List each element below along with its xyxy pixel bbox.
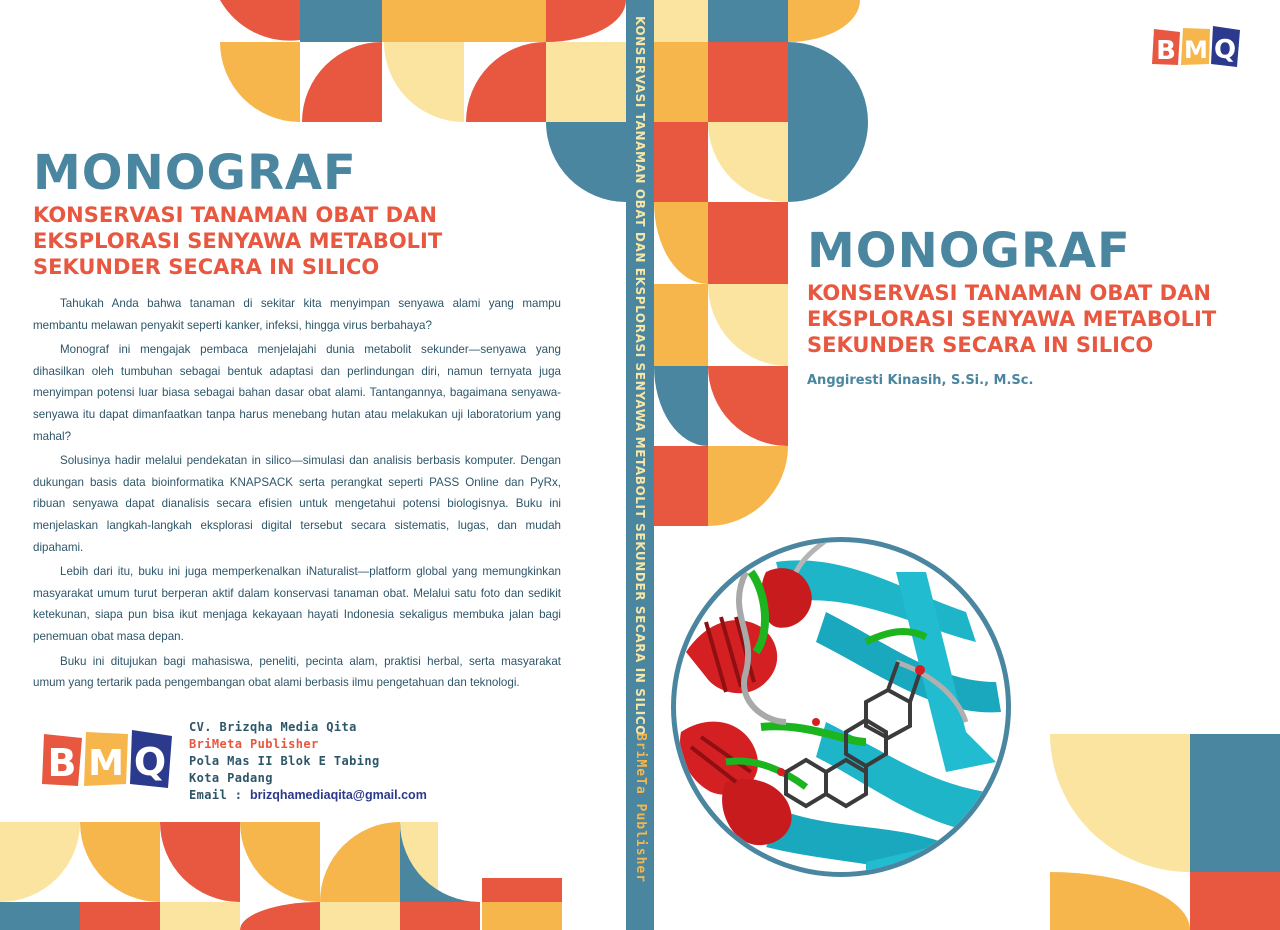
- subtitle-line: EKSPLORASI SENYAWA METABOLIT: [807, 307, 1217, 331]
- logo-letter-m: M: [1184, 36, 1208, 64]
- blurb-paragraph: Lebih dari itu, buku ini juga memperkenalkan iNaturalist—platform global yang memungkinkan masyarakat umum turut berperan aktif dalam konservasi tanaman obat. Melalui satu foto dan sedikit ketekunan, siapa pun bisa ikut menjaga kekayaan hayati Indonesia sekaligus membuka jalan bagi penemuan obat masa depan.: [33, 565, 561, 643]
- spine-title: KONSERVASI TANAMAN OBAT DAN EKSPLORASI SENYAWA METABOLIT SEKUNDER SECARA IN SILICO: [633, 16, 647, 737]
- email-label: Email :: [189, 788, 243, 802]
- publisher-email: brizqhamediaqita@gmail.com: [250, 788, 427, 802]
- publisher-address-line1: Pola Mas II Blok E Tabing: [189, 754, 380, 768]
- blurb-paragraph: Solusinya hadir melalui pendekatan in silico—simulasi dan analisis berbasis komputer. Dengan dukungan basis data bioinformatika KNAPSACK serta perangkat seperti PASS Online dan PyRx, ribuan senyawa dapat dianalisis secara efisien untuk mengetahui potensi biologisnya. Buku ini menjelaskan langkah-langkah eksplorasi digital tersebut secara sistematis, lugas, dan mudah dipahami.: [33, 454, 561, 554]
- publisher-email-row: [189, 787, 427, 804]
- subtitle-line: SEKUNDER SECARA IN SILICO: [33, 255, 380, 279]
- subtitle-line: KONSERVASI TANAMAN OBAT DAN: [807, 281, 1211, 305]
- publisher-logo: [42, 728, 174, 792]
- logo-letter-b: B: [47, 741, 77, 785]
- logo-letter-m: M: [88, 743, 124, 784]
- subtitle-line: KONSERVASI TANAMAN OBAT DAN: [33, 203, 437, 227]
- subtitle-line: EKSPLORASI SENYAWA METABOLIT: [33, 229, 443, 253]
- subtitle-line: SEKUNDER SECARA IN SILICO: [807, 333, 1154, 357]
- logo-letter-b: B: [1156, 36, 1176, 66]
- author-name: Anggiresti Kinasih, S.Si., M.Sc.: [807, 373, 1034, 388]
- front-cover-title: MONOGRAF: [807, 223, 1131, 279]
- front-publisher-logo: [1152, 25, 1240, 69]
- molecular-docking-image: [666, 532, 1016, 882]
- publisher-brand: BriMeta Publisher: [189, 737, 319, 751]
- book-spine: [626, 0, 654, 930]
- logo-letter-q: Q: [133, 740, 167, 784]
- back-cover-subtitle: [33, 202, 503, 280]
- front-cover-subtitle: [807, 280, 1237, 358]
- back-cover-blurb: [33, 293, 561, 697]
- blurb-paragraph: Monograf ini mengajak pembaca menjelajahi dunia metabolit sekunder—senyawa yang dihasilkan oleh tumbuhan sebagai bentuk adaptasi dan perlindungan diri, namun ternyata juga menyimpan potensi luar biasa sebagai bahan dasar obat alami. Tantangannya, bagaimana senyawa-senyawa itu dapat dimanfaatkan tanpa harus menebang hutan atau melakukan uji laboratorium yang mahal?: [33, 343, 561, 443]
- back-cover-title: MONOGRAF: [33, 145, 357, 201]
- publisher-address-line2: Kota Padang: [189, 771, 273, 785]
- publisher-company: CV. Brizqha Media Qita: [189, 720, 357, 734]
- spine-publisher: BriMeTa Publisher: [633, 733, 648, 884]
- blurb-paragraph: Tahukah Anda bahwa tanaman di sekitar kita menyimpan senyawa alami yang mampu membantu melawan penyakit seperti kanker, infeksi, hingga virus berbahaya?: [33, 297, 561, 332]
- logo-letter-q: Q: [1213, 35, 1237, 65]
- publisher-info: [189, 719, 427, 804]
- blurb-paragraph: Buku ini ditujukan bagi mahasiswa, peneliti, pecinta alam, praktisi herbal, serta masyarakat umum yang tertarik pada pengembangan obat alami berbasis ilmu pengetahuan dan teknologi.: [33, 654, 561, 690]
